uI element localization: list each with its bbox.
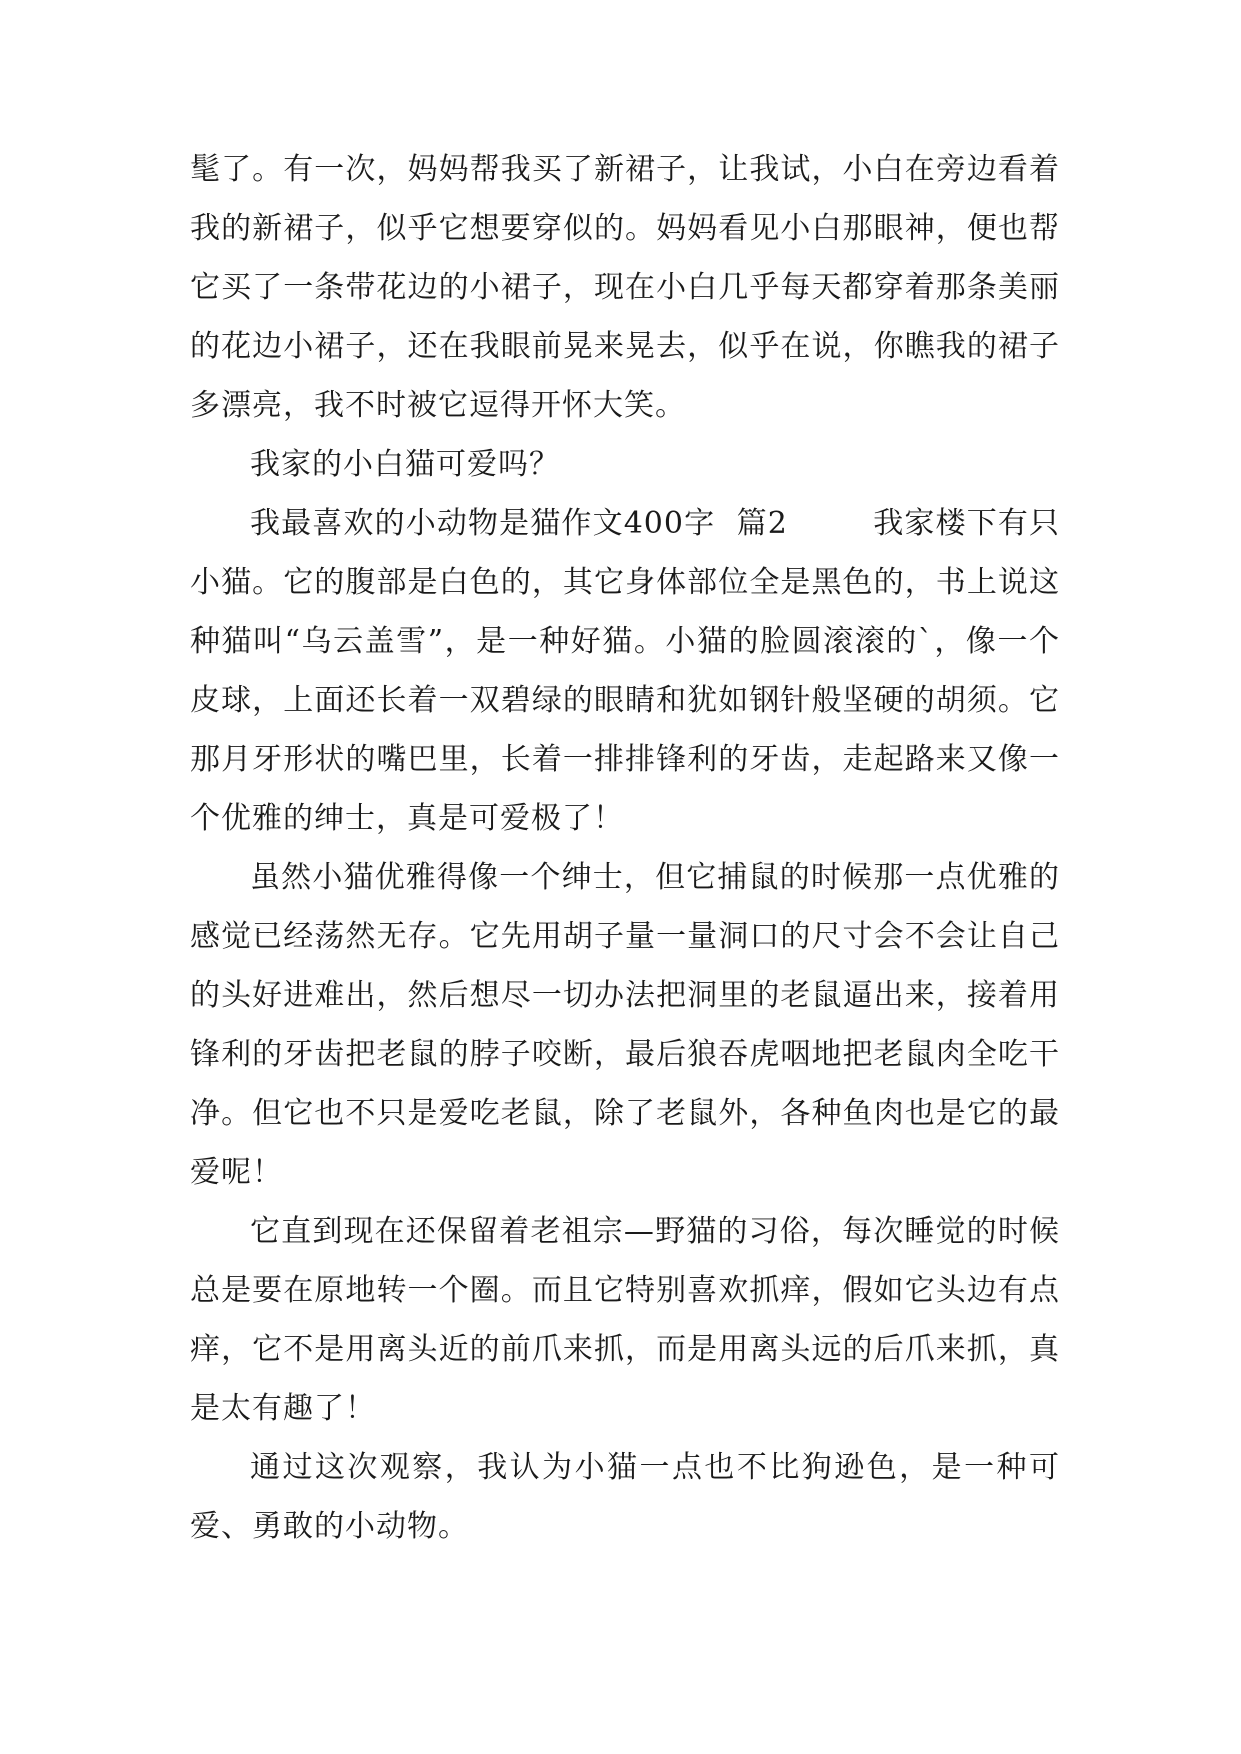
paragraph-hunting: 虽然小猫优雅得像一个绅士，但它捕鼠的时候那一点优雅的感觉已经荡然无存。它先用胡子量一量洞口的尺寸会不会让自己的头好进难出，然后想尽一切办法把洞里的老鼠逼出来，接着用锋利的牙齿把老鼠的脖子咬断，最后狼吞虎咽地把老鼠肉全吃干净。但它也不只是爱吃老鼠，除了老鼠外，各种鱼肉也是它的最爱呢！: [190, 860, 1060, 1190]
paragraph-continuation: 髦了。有一次，妈妈帮我买了新裙子，让我试，小白在旁边看着我的新裙子，似乎它想要穿似的。妈妈看见小白那眼神，便也帮它买了一条带花边的小裙子，现在小白几乎每天都穿着那条美丽的花边小裙子，还在我眼前晃来晃去，似乎在说，你瞧我的裙子多漂亮，我不时被它逗得开怀大笑。: [190, 152, 1060, 423]
paragraph-essay-2-intro: 我最喜欢的小动物是猫作文400字 篇2 我家楼下有只小猫。它的腹部是白色的，其它身体部位全是黑色的，书上说这种猫叫“乌云盖雪”，是一种好猫。小猫的脸圆滚滚的`，像一个皮球，上面还长着一双碧绿的眼睛和犹如钢针般坚硬的胡须。它那月牙形状的嘴巴里，长着一排排锋利的牙齿，走起路来又像一个优雅的绅士，真是可爱极了！: [190, 506, 1060, 836]
paragraph-question: 我家的小白猫可爱吗？: [250, 447, 560, 482]
document-body: [190, 140, 1060, 1556]
paragraph-habits: 它直到现在还保留着老祖宗—野猫的习俗，每次睡觉的时候总是要在原地转一个圈。而且它特别喜欢抓痒，假如它头边有点痒，它不是用离头近的前爪来抓，而是用离头远的后爪来抓，真是太有趣了！: [190, 1214, 1060, 1426]
paragraph-conclusion: 通过这次观察，我认为小猫一点也不比狗逊色，是一种可爱、勇敢的小动物。: [190, 1450, 1060, 1544]
